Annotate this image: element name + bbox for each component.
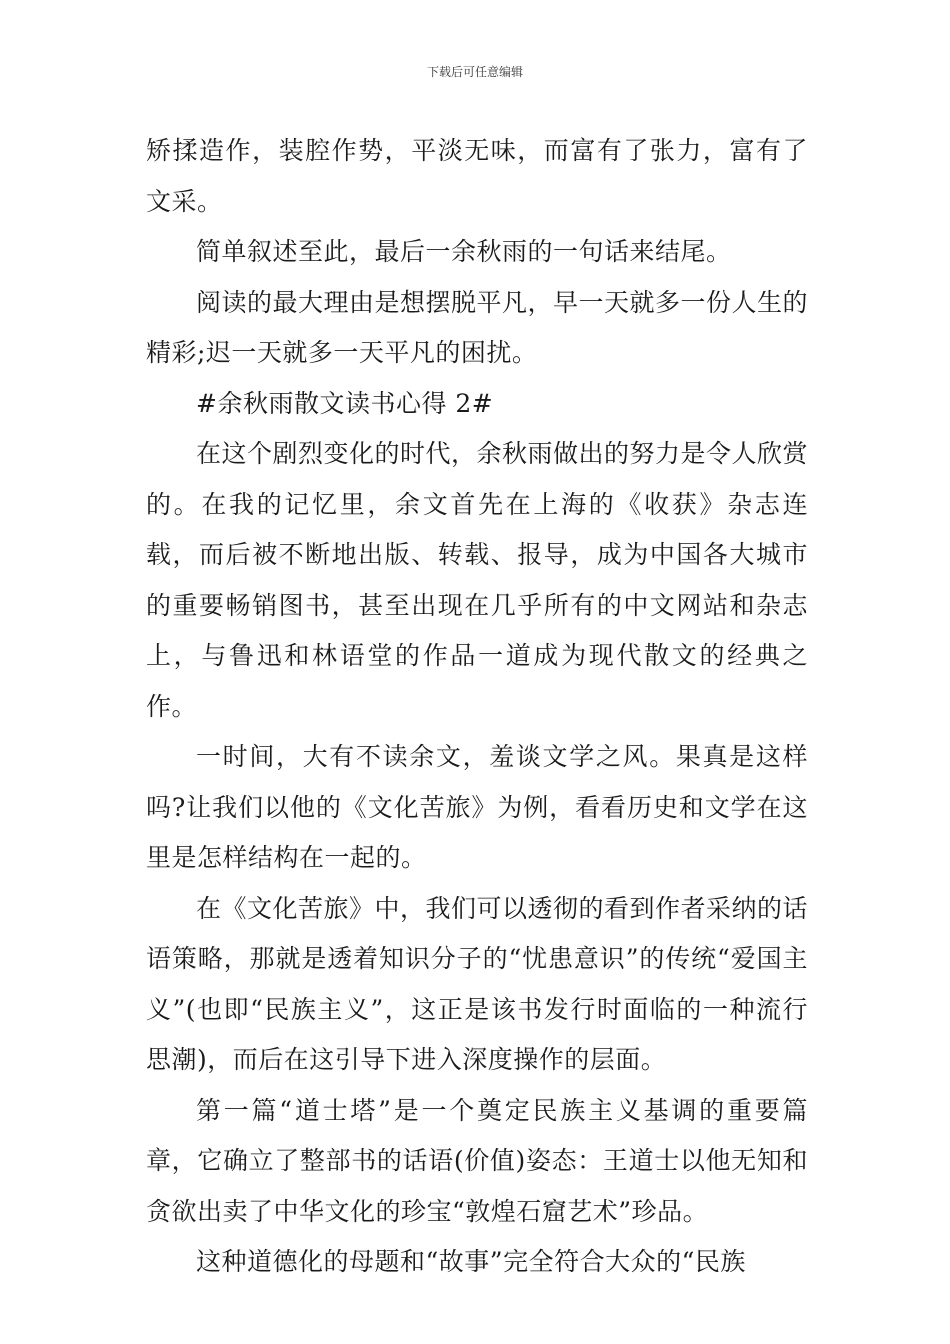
paragraph: 第一篇“道士塔”是一个奠定民族主义基调的重要篇章，它确立了整部书的话语(价值)姿态：王道士以他无知和贪欲出卖了中华文化的珍宝“敦煌石窟艺术”珍品。: [146, 1095, 808, 1226]
document-body: [146, 126, 808, 1288]
paragraph: 矫揉造作，装腔作势，平淡无味，而富有了张力，富有了文采。: [146, 136, 808, 216]
paragraph: 这种道德化的母题和“故事”完全符合大众的“民族: [196, 1247, 746, 1276]
section-heading: #余秋雨散文读书心得 2#: [196, 388, 494, 418]
paragraph: 阅读的最大理由是想摆脱平凡，早一天就多一份人生的精彩;迟一天就多一天平凡的困扰。: [146, 287, 809, 367]
paragraph: 在这个剧烈变化的时代，余秋雨做出的努力是令人欣赏的。在我的记忆里，余文首先在上海的《收获》杂志连载，而后被不断地出版、转载、报导，成为中国各大城市的重要畅销图书，甚至出现在几乎所有的中文网站和杂志上，与鲁迅和林语堂的作品一道成为现代散文的经典之作。: [146, 439, 809, 721]
paragraph: 一时间，大有不读余文，羞谈文学之风。果真是这样吗?让我们以他的《文化苦旅》为例，看看历史和文学在这里是怎样结构在一起的。: [146, 742, 808, 872]
page-header: 下载后可任意编辑: [426, 65, 523, 79]
paragraph: 简单叙述至此，最后一余秋雨的一句话来结尾。: [196, 237, 732, 266]
paragraph: 在《文化苦旅》中，我们可以透彻的看到作者采纳的话语策略，那就是透着知识分子的“忧患意识”的传统“爱国主义”(也即“民族主义”，这正是该书发行时面临的一种流行思潮)，而后在这引导下进入深度操作的层面。: [146, 893, 809, 1074]
